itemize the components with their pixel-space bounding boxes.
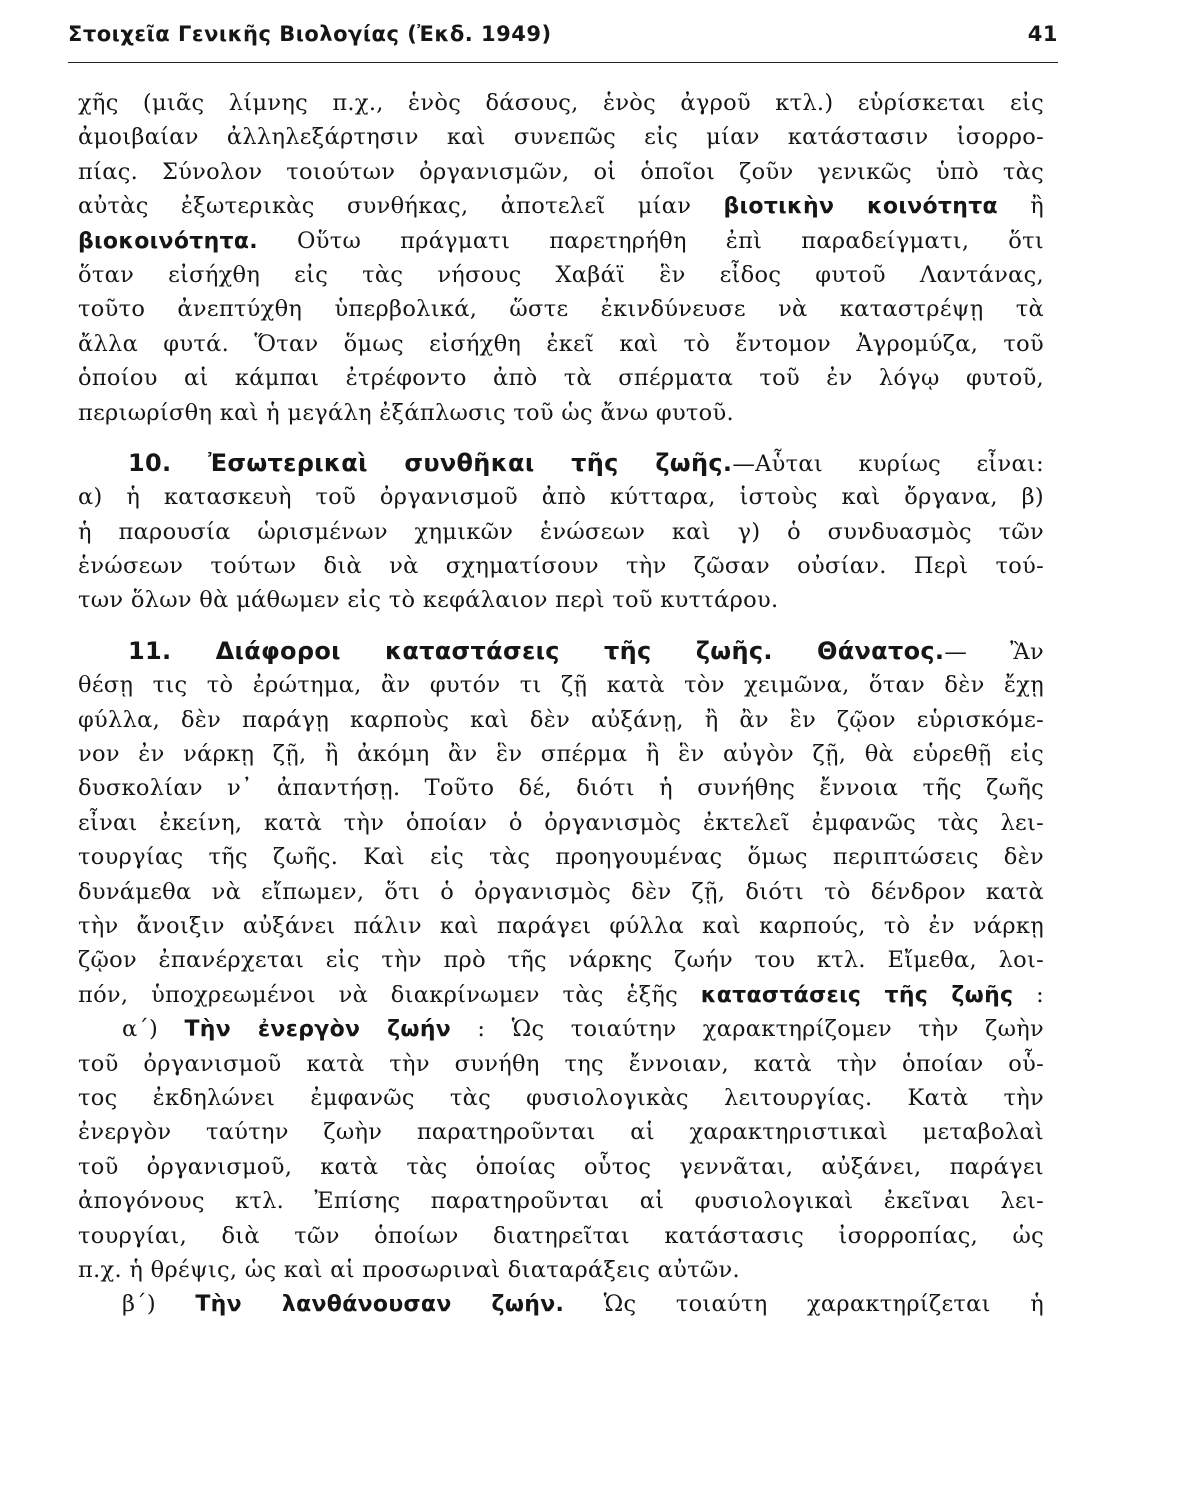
text-line	[78, 189, 1044, 223]
text-line: νον ἐν νάρκῃ ζῇ, ἢ ἀκόμη ἂν ἓν σπέρμα ἢ ἓν αὐγὸν ζῇ, θὰ εὑρεθῇ εἰς	[78, 741, 1044, 768]
running-head	[68, 22, 1058, 50]
text-line: τουργίαι, διὰ τῶν ὁποίων διατηρεῖται κατάστασις ἰσορροπίας, ὡς	[78, 1222, 1044, 1249]
text-line: ἀπογόνους κτλ. Ἐπίσης παρατηροῦνται αἱ φυσιολογικαὶ ἐκεῖναι λει-	[78, 1188, 1044, 1215]
text-span: ἢ	[1030, 193, 1045, 220]
text-line: π.χ. ἡ θρέψις, ὡς καὶ αἱ προσωριναὶ διαταράξεις αὐτῶν.	[78, 1256, 740, 1283]
section-heading: 10. Ἐσωτερικαὶ συνθῆκαι τῆς ζωῆς.	[128, 448, 733, 477]
text-line: ἡ παρουσία ὡρισμένων χημικῶν ἑνώσεων καὶ γ) ὁ συνδυασμὸς τῶν	[78, 518, 1044, 545]
text-line: α) ἡ κατασκευὴ τοῦ ὀργανισμοῦ ἀπὸ κύτταρα, ἱστοὺς καὶ ὄργανα, β)	[78, 484, 1044, 511]
text-span: Οὕτω πράγματι παρετηρήθη ἐπὶ παραδείγματι, ὅτι	[296, 227, 1045, 254]
text-span: αὐτὰς ἐξωτερικὰς συνθήκας, ἀποτελεῖ μίαν	[78, 193, 692, 220]
text-line: φύλλα, δὲν παράγῃ καρποὺς καὶ δὲν αὐξάνῃ, ἢ ἂν ἓν ζῷον εὑρισκόμε-	[78, 706, 1044, 733]
text-line: τος ἐκδηλώνει ἐμφανῶς τὰς φυσιολογικὰς λειτουργίας. Κατὰ τὴν	[78, 1084, 1044, 1111]
text-span: : Ὡς τοιαύτην χαρακτηρίζομεν τὴν ζωὴν	[477, 1016, 1045, 1043]
term-bold: Τὴν ἐνεργὸν ζωήν	[184, 1017, 452, 1043]
text-line: ζῷον ἐπανέρχεται εἰς τὴν πρὸ τῆς νάρκης ζωήν του κτλ. Εἴμεθα, λοι-	[78, 947, 1044, 974]
text-span: —Αὗται κυρίως εἶναι:	[732, 450, 1045, 477]
text-line: τὴν ἄνοιξιν αὐξάνει πάλιν καὶ παράγει φύλλα καὶ καρπούς, τὸ ἐν νάρκῃ	[78, 912, 1044, 939]
section-heading: 11. Διάφοροι καταστάσεις τῆς ζωῆς. Θάνατος.	[128, 636, 945, 665]
text-line: εἶναι ἐκείνη, κατὰ τὴν ὁποίαν ὁ ὀργανισμὸς ἐκτελεῖ ἐμφανῶς τὰς λει-	[78, 809, 1044, 836]
section-11-first-line	[78, 634, 1044, 668]
text-line: τοῦ ὀργανισμοῦ κατὰ τὴν συνήθη της ἔννοιαν, κατὰ τὴν ὁποίαν οὗ-	[78, 1050, 1044, 1077]
text-line: ὁποίου αἱ κάμπαι ἐτρέφοντο ἀπὸ τὰ σπέρματα τοῦ ἐν λόγῳ φυτοῦ,	[78, 365, 1044, 392]
text-line: τουργίας τῆς ζωῆς. Καὶ εἰς τὰς προηγουμένας ὅμως περιπτώσεις δὲν	[78, 844, 1044, 871]
term-bold: καταστάσεις τῆς ζωῆς	[700, 982, 1014, 1008]
text-span: πόν, ὑποχρεωμένοι νὰ διακρίνωμεν τὰς ἑξῆς	[78, 981, 679, 1008]
text-line: περιωρίσθη καὶ ἡ μεγάλη ἐξάπλωσις τοῦ ὡς ἄνω φυτοῦ.	[78, 399, 734, 426]
text-line: δυνάμεθα νὰ εἴπωμεν, ὅτι ὁ ὀργανισμὸς δὲν ζῇ, διότι τὸ δένδρον κατὰ	[78, 878, 1044, 905]
text-line: τοῦτο ἀνεπτύχθη ὑπερβολικά, ὥστε ἐκινδύνευσε νὰ καταστρέψῃ τὰ	[78, 296, 1044, 323]
text-line: των ὅλων θὰ μάθωμεν εἰς τὸ κεφάλαιον περὶ τοῦ κυττάρου.	[78, 587, 779, 614]
text-line: ἄλλα φυτά. Ὅταν ὅμως εἰσήχθη ἐκεῖ καὶ τὸ ἔντομον Ἀγρομύζα, τοῦ	[78, 330, 1044, 357]
page-body	[78, 86, 1044, 1322]
text-line: θέσῃ τις τὸ ἐρώτημα, ἂν φυτόν τι ζῇ κατὰ τὸν χειμῶνα, ὅταν δὲν ἔχῃ	[78, 672, 1044, 699]
text-line	[78, 224, 1044, 258]
term-bold: βιοκοινότητα.	[78, 228, 258, 254]
text-line: τοῦ ὀργανισμοῦ, κατὰ τὰς ὁποίας οὗτος γεννᾶται, αὐξάνει, παράγει	[78, 1153, 1044, 1180]
section-10-first-line	[78, 446, 1044, 480]
subsection-marker: α΄)	[122, 1016, 159, 1043]
subsection-marker: β΄)	[122, 1291, 156, 1318]
term-bold: βιοτικὴν κοινότητα	[723, 194, 998, 220]
subsection-b-first-line	[78, 1287, 1044, 1321]
text-span: Ὡς τοιαύτη χαρακτηρίζεται ἡ	[603, 1291, 1045, 1318]
subsection-a-first-line	[78, 1012, 1044, 1046]
text-line: πίας. Σύνολον τοιούτων ὀργανισμῶν, οἱ ὁποῖοι ζοῦν γενικῶς ὑπὸ τὰς	[78, 158, 1044, 185]
text-line: ἐνεργὸν ταύτην ζωὴν παρατηροῦνται αἱ χαρακτηριστικαὶ μεταβολαὶ	[78, 1119, 1044, 1146]
page-number: 41	[1027, 22, 1058, 46]
text-span: — Ἂν	[944, 638, 1044, 665]
header-rule	[68, 62, 1058, 63]
text-line: ἑνώσεων τούτων διὰ νὰ σχηματίσουν τὴν ζῶσαν οὐσίαν. Περὶ τού-	[78, 553, 1044, 580]
running-title: Στοιχεῖα Γενικῆς Βιολογίας (Ἐκδ. 1949)	[68, 22, 552, 46]
text-span: :	[1036, 981, 1044, 1008]
text-line: ἀμοιβαίαν ἀλληλεξάρτησιν καὶ συνεπῶς εἰς μίαν κατάστασιν ἰσορρο-	[78, 124, 1044, 151]
text-line: χῆς (μιᾶς λίμνης π.χ., ἑνὸς δάσους, ἑνὸς ἀγροῦ κτλ.) εὑρίσκεται εἰς	[78, 90, 1044, 116]
text-line: ὅταν εἰσήχθη εἰς τὰς νήσους Χαβάϊ ἓν εἶδος φυτοῦ Λαντάνας,	[78, 261, 1044, 288]
term-bold: Τὴν λανθάνουσαν ζωήν.	[195, 1292, 565, 1318]
text-line: δυσκολίαν ν᾿ ἀπαντήσῃ. Τοῦτο δέ, διότι ἡ συνήθης ἔννοια τῆς ζωῆς	[78, 775, 1044, 802]
text-line	[78, 978, 1044, 1012]
